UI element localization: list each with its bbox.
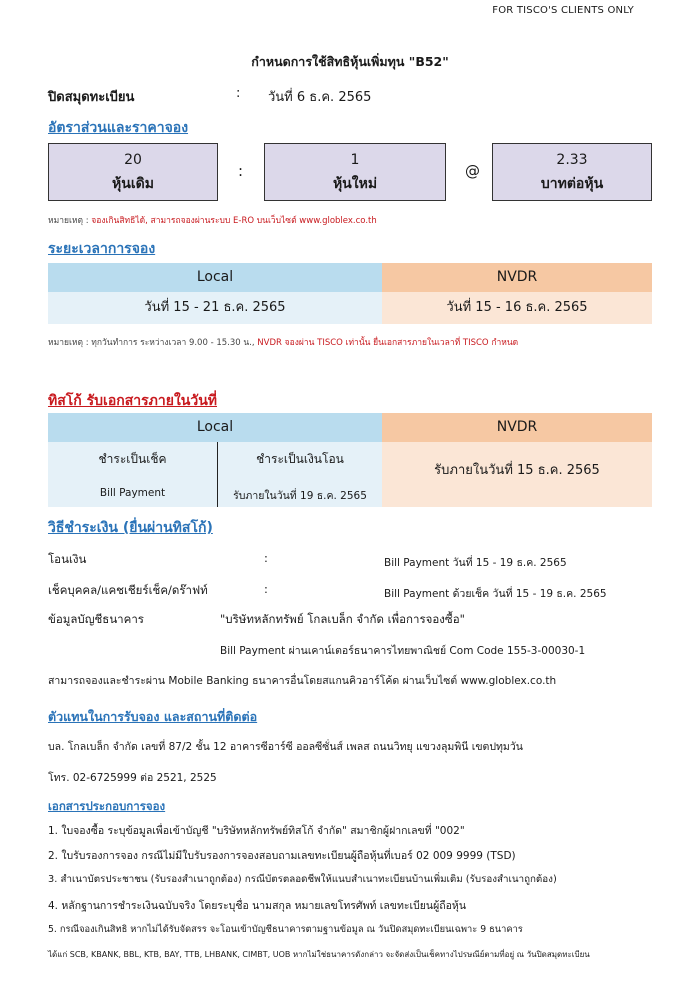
period-nvdr-dates: วันที่ 15 - 16 ธ.ค. 2565 (382, 292, 652, 324)
ratio-note (48, 213, 377, 227)
old-share-label: หุ้นเดิม (112, 176, 154, 192)
mobile-banking-line: สามารถจองและชำระผ่าน Mobile Banking ธนาคารอื่นโดยสแกนคิวอาร์โค้ด ผ่านเว็บไซต์ www.globlex.co.th (48, 675, 557, 687)
bill-payment-line: Bill Payment ผ่านเคาน์เตอร์ธนาคารไทยพาณิชย์ Com Code 155-3-00030-1 (220, 645, 586, 657)
ratio-colon: : (238, 162, 244, 180)
ratio-note-prefix: หมายเหตุ : (48, 216, 92, 226)
cheque-sub: Bill Payment (99, 487, 166, 499)
new-share-qty: 1 (350, 152, 360, 168)
payment-transfer-label: โอนเงิน (48, 552, 87, 566)
new-share-label: หุ้นใหม่ (332, 176, 378, 192)
payment-transfer-value: Bill Payment วันที่ 15 - 19 ธ.ค. 2565 (384, 557, 567, 569)
price-box (492, 143, 652, 201)
docs-transfer-cell (218, 442, 382, 507)
period-note-hours: หมายเหตุ : ทุกวันทำการ ระหว่างเวลา 9.00 - 15.30 น., (48, 338, 258, 348)
ratio-note-text: จองเกินสิทธิได้, สามารถจองผ่านระบบ E-RO บนเว็บไซต์ www.globlex.co.th (91, 216, 377, 226)
agent-heading: ตัวแทนในการรับจอง และสถานที่ติดต่อ (48, 709, 258, 724)
period-nvdr-header: NVDR (382, 263, 652, 292)
period-table (48, 263, 652, 324)
payment-heading: วิธีชำระเงิน (ยื่นผ่านทิสโก้) (48, 520, 213, 536)
price-label: บาทต่อหุ้น (540, 176, 604, 192)
book-close-date: วันที่ 6 ธ.ค. 2565 (268, 90, 372, 105)
agent-address: บล. โกลเบล็ก จำกัด เลขที่ 87/2 ชั้น 12 อาคารซีอาร์ซี ออลซีซั่นส์ เพลส ถนนวิทยุ แขวงลุมพินี เขตปทุมวัน (48, 741, 523, 753)
old-share-qty: 20 (124, 152, 142, 168)
cheque-label: ชำระเป็นเช็ค (98, 452, 167, 466)
docs-cheque-cell (48, 442, 218, 507)
payment-transfer-colon: : (264, 551, 268, 565)
at-sign: @ (465, 162, 480, 180)
banks-note: ได้แก่ SCB, KBANK, BBL, KTB, BAY, TTB, LHBANK, CIMBT, UOB หากไม่ใช่ธนาคารดังกล่าว จะจัดส่งเป็นเช็คทางไปรษณีย์ตามที่อยู่ ณ วันปิดสมุดทะเบียน (48, 950, 590, 959)
docs-nvdr-header: NVDR (382, 413, 652, 442)
documents-heading: เอกสารประกอบการจอง (48, 799, 166, 813)
bank-account-label: ข้อมูลบัญชีธนาคาร (48, 612, 144, 626)
agent-phone: โทร. 02-6725999 ต่อ 2521, 2525 (48, 772, 217, 784)
document-item-5: 5. กรณีจองเกินสิทธิ หากไม่ได้รับจัดสรร จะโอนเข้าบัญชีธนาคารตามฐานข้อมูล ณ วันปิดสมุดทะเบียนเฉพาะ 9 ธนาคาร (48, 924, 523, 935)
bank-account-value: "บริษัทหลักทรัพย์ โกลเบล็ก จำกัด เพื่อการจองซื้อ" (220, 612, 465, 626)
period-note-nvdr: NVDR จองผ่าน TISCO เท่านั้น ยื่นเอกสารภายในเวลาที่ TISCO กำหนด (257, 338, 519, 348)
payment-cheque-label: เช็คบุคคล/แคชเชียร์เช็ค/ดร๊าฟท์ (48, 583, 208, 597)
payment-cheque-value: Bill Payment ด้วยเช็ค วันที่ 15 - 19 ธ.ค. 2565 (384, 588, 607, 600)
old-share-box (48, 143, 218, 201)
period-note (48, 335, 518, 349)
transfer-label: ชำระเป็นเงินโอน (256, 452, 344, 466)
transfer-sub: รับภายในวันที่ 19 ธ.ค. 2565 (233, 490, 367, 502)
payment-cheque-colon: : (264, 582, 268, 596)
document-item-3: 3. สำเนาบัตรประชาชน (รับรองสำเนาถูกต้อง) กรณีบัตรตลอดชีพให้แนบสำเนาทะเบียนบ้านเพิ่มเติม (รับรองสำเนาถูกต้อง) (48, 874, 557, 885)
ratio-heading: อัตราส่วนและราคาจอง (48, 120, 189, 136)
new-share-box (264, 143, 446, 201)
price-value: 2.33 (556, 152, 588, 168)
docs-nvdr-date: รับภายในวันที่ 15 ธ.ค. 2565 (382, 442, 652, 507)
clients-only-note: FOR TISCO'S CLIENTS ONLY (492, 5, 634, 16)
docs-local-header: Local (48, 413, 382, 442)
period-local-dates: วันที่ 15 - 21 ธ.ค. 2565 (48, 292, 382, 324)
page-title: กำหนดการใช้สิทธิหุ้นเพิ่มทุน "B52" (251, 54, 449, 69)
docs-receive-table (48, 413, 652, 507)
document-item-4: 4. หลักฐานการชำระเงินฉบับจริง โดยระบุชื่อ นามสกุล หมายเลขโทรศัพท์ เลขทะเบียนผู้ถือหุ้น (48, 900, 467, 912)
docs-receive-heading: ทิสโก้ รับเอกสารภายในวันที่ (48, 393, 218, 409)
document-item-2: 2. ใบรับรองการจอง กรณีไม่มีใบรับรองการจองสอบถามเลขทะเบียนผู้ถือหุ้นที่เบอร์ 02 009 9999 (TSD) (48, 850, 516, 862)
period-heading: ระยะเวลาการจอง (48, 241, 156, 257)
document-item-1: 1. ใบจองซื้อ ระบุข้อมูลเพื่อเข้าบัญชี "บริษัทหลักทรัพย์ทิสโก้ จำกัด" สมาชิกผู้ฝากเลขที่ "002" (48, 825, 465, 837)
book-close-colon: : (236, 86, 241, 101)
period-local-header: Local (48, 263, 382, 292)
book-close-label: ปิดสมุดทะเบียน (48, 90, 135, 105)
